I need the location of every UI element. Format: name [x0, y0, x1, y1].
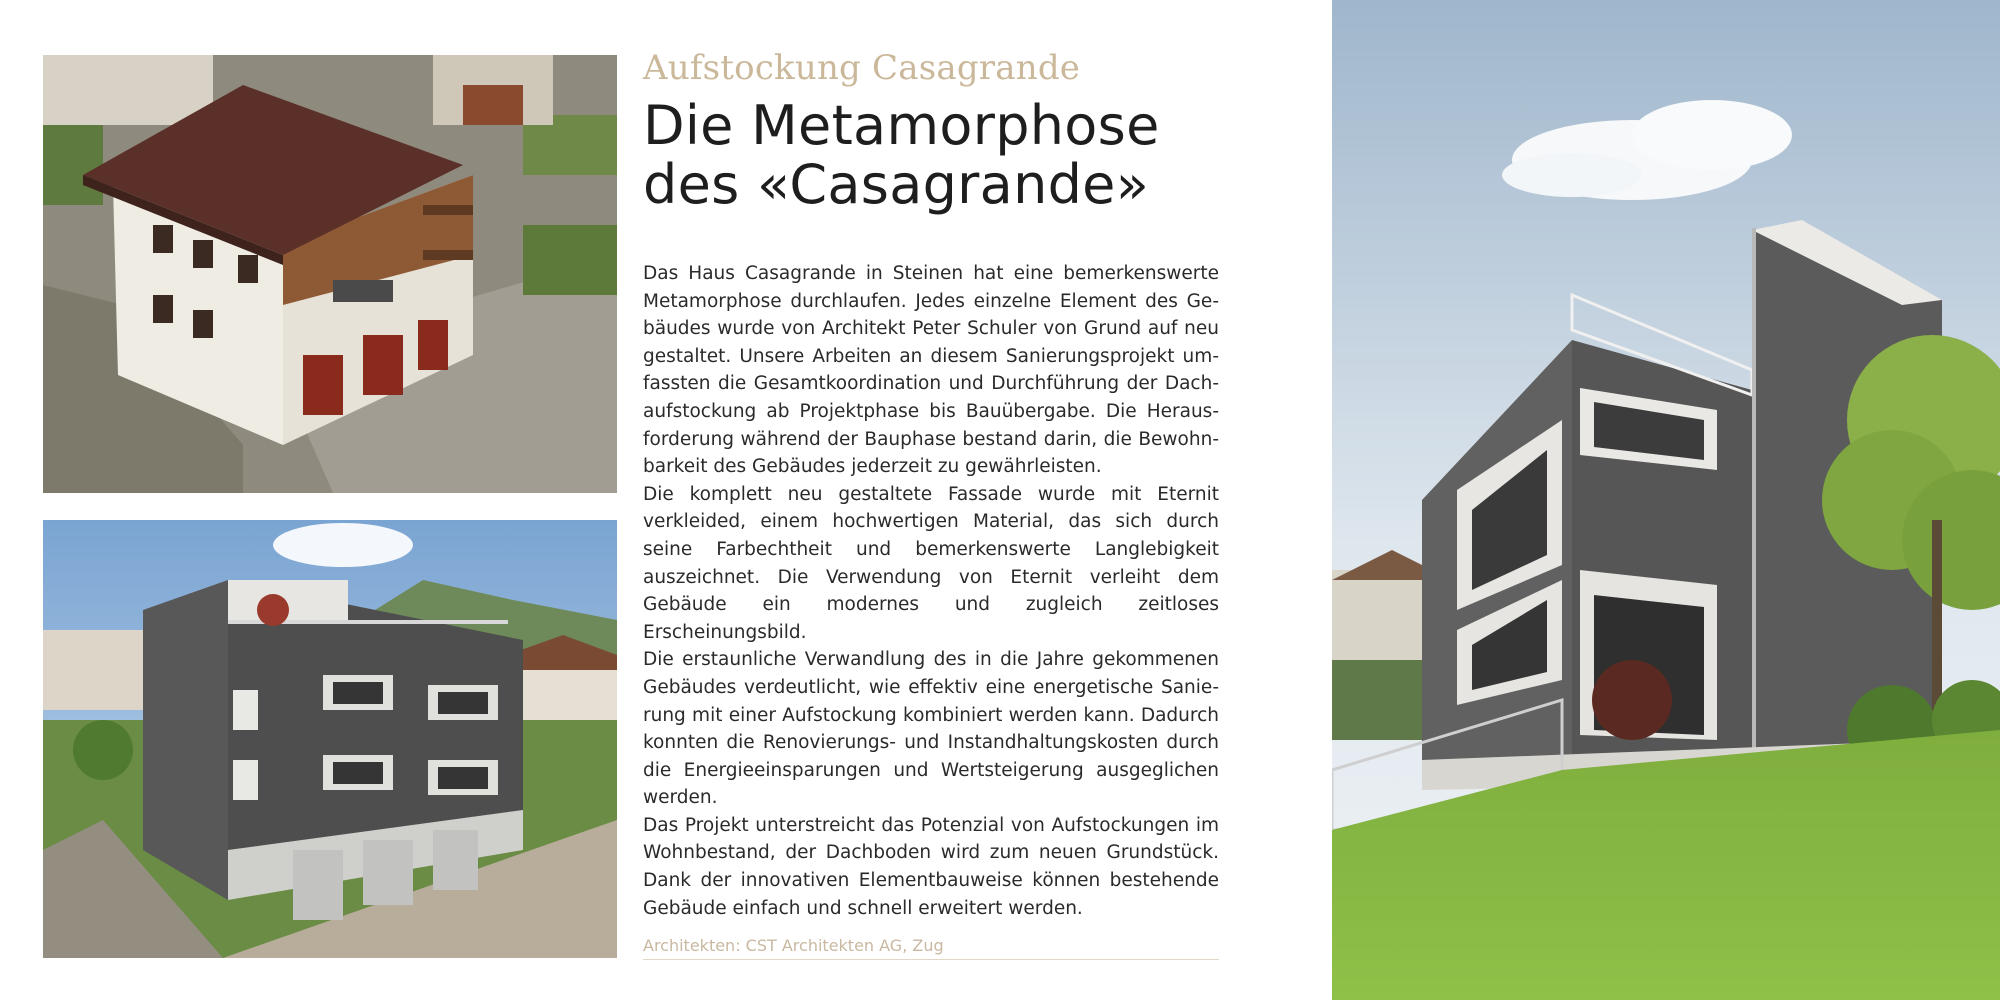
- photo-after-renovation-aerial: [43, 520, 617, 958]
- article-body: [643, 260, 1219, 922]
- article-column: [643, 48, 1219, 922]
- headline-line-2: des «Casagrande»: [643, 153, 1150, 216]
- photo-before-renovation: [43, 55, 617, 493]
- body-paragraph-1: Das Haus Casagrande in Steinen hat eine bemerkenswerte Metamorphose durchlaufen. Jedes einzelne Element des Gebäudes wurde von Architekt Peter Schuler von Grund auf neu gestaltet. Unsere Arbeiten an diesem Sanierungsprojekt umfassten die Gesamtkoordination und Durchführung der Dachaufstockung ab Projektphase bis Bauübergabe. Die Herausforderung während der Bauphase bestand darin, die Bewohnbarkeit des Gebäudes jederzeit zu gewährleisten.: [643, 263, 1219, 478]
- photo-after-renovation-ground: [1332, 0, 2000, 1000]
- architect-credit: Architekten: CST Architekten AG, Zug: [643, 936, 1219, 960]
- headline-line-1: Die Metamorphose: [643, 94, 1160, 157]
- body-paragraph-2: Die komplett neu gestaltete Fassade wurde mit Eternit verkleided, einem hochwertigen Material, das sich durch seine Farbechtheit und bemerkenswerte Langlebigkeit auszeichnet. Die Verwendung von Eternit verleiht dem Gebäude ein modernes und zugleich zeitloses Erscheinungsbild.: [643, 483, 1219, 643]
- body-paragraph-3: Die erstaunliche Verwandlung des in die Jahre gekommenen Gebäudes verdeutlicht, wie effektiv eine energetische Sanierung mit einer Aufstockung kombiniert werden kann. Dadurch konnten die Renovierungs- und Instandhaltungskosten durch die Energieeinsparungen und Wertsteigerung ausgeglichen werden.: [643, 649, 1219, 809]
- article-kicker: Aufstockung Casagrande: [643, 48, 1081, 88]
- article-headline: [643, 96, 1219, 214]
- body-paragraph-4: Das Projekt unterstreicht das Potenzial von Aufstockungen im Wohnbestand, der Dachboden wird zum neuen Grundstück. Dank der innovativen Elementbauweise können bestehende Gebäude einfach und schnell erweitert werden.: [643, 814, 1219, 919]
